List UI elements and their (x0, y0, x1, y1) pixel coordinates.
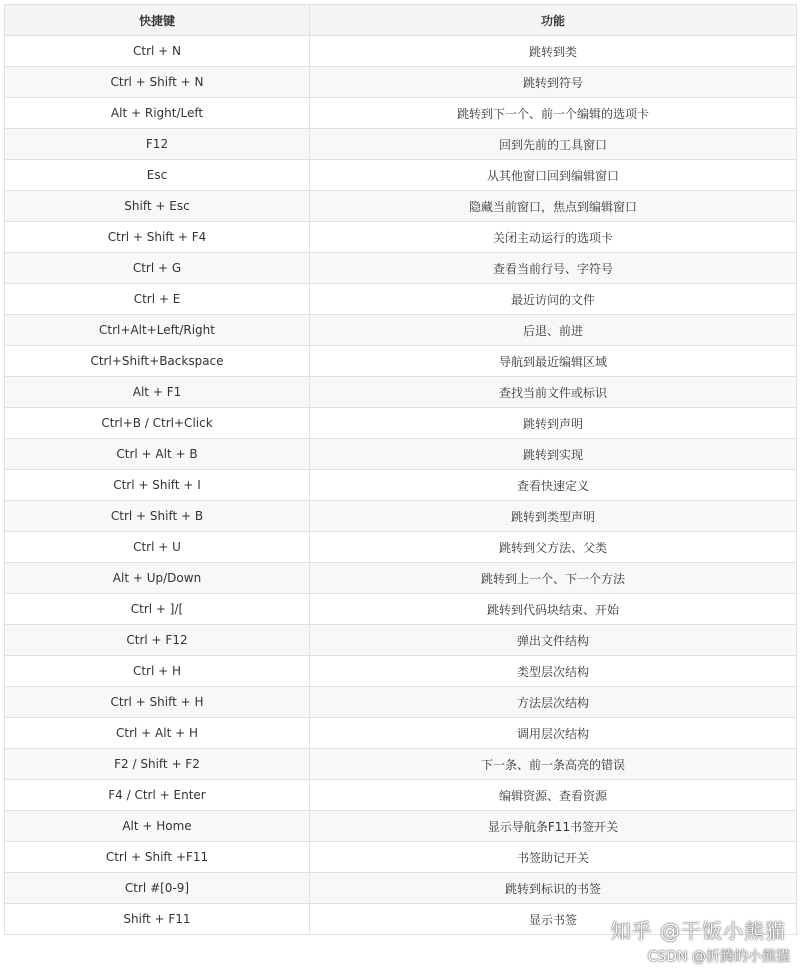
table-row (5, 36, 797, 67)
shortcut-cell: Ctrl + E (5, 284, 310, 315)
function-cell: 跳转到父方法、父类 (310, 532, 797, 563)
table-row (5, 284, 797, 315)
shortcut-cell: Ctrl + N (5, 36, 310, 67)
shortcut-cell: Alt + Home (5, 811, 310, 842)
header-shortcut: 快捷键 (5, 5, 310, 36)
shortcut-cell: Ctrl #[0-9] (5, 873, 310, 904)
function-cell: 关闭主动运行的选项卡 (310, 222, 797, 253)
shortcut-cell: Ctrl+Shift+Backspace (5, 346, 310, 377)
function-cell: 跳转到代码块结束、开始 (310, 594, 797, 625)
table-row (5, 470, 797, 501)
table-row (5, 749, 797, 780)
function-cell: 跳转到下一个、前一个编辑的选项卡 (310, 98, 797, 129)
function-cell: 查看当前行号、字符号 (310, 253, 797, 284)
function-cell: 查找当前文件或标识 (310, 377, 797, 408)
function-cell: 显示书签 (310, 904, 797, 935)
table-row (5, 160, 797, 191)
table-row (5, 439, 797, 470)
function-cell: 最近访问的文件 (310, 284, 797, 315)
function-cell: 书签助记开关 (310, 842, 797, 873)
shortcut-cell: Ctrl + ]/[ (5, 594, 310, 625)
function-cell: 从其他窗口回到编辑窗口 (310, 160, 797, 191)
table-row (5, 842, 797, 873)
shortcut-cell: Ctrl+Alt+Left/Right (5, 315, 310, 346)
shortcut-cell: Ctrl + G (5, 253, 310, 284)
shortcut-cell: Ctrl + F12 (5, 625, 310, 656)
shortcut-cell: Ctrl + Shift + H (5, 687, 310, 718)
function-cell: 类型层次结构 (310, 656, 797, 687)
shortcut-cell: Esc (5, 160, 310, 191)
shortcut-table (4, 4, 797, 935)
function-cell: 跳转到实现 (310, 439, 797, 470)
function-cell: 跳转到标识的书签 (310, 873, 797, 904)
function-cell: 下一条、前一条高亮的错误 (310, 749, 797, 780)
shortcut-cell: Ctrl + H (5, 656, 310, 687)
watermark-zhihu: 知乎 @干饭小熊猫 (610, 919, 786, 943)
shortcut-cell: Alt + F1 (5, 377, 310, 408)
function-cell: 跳转到声明 (310, 408, 797, 439)
shortcut-cell: F2 / Shift + F2 (5, 749, 310, 780)
table-row (5, 315, 797, 346)
function-cell: 后退、前进 (310, 315, 797, 346)
table-row (5, 811, 797, 842)
shortcut-cell: Shift + Esc (5, 191, 310, 222)
table-row (5, 191, 797, 222)
table-row (5, 625, 797, 656)
shortcut-table-container (4, 4, 796, 935)
function-cell: 弹出文件结构 (310, 625, 797, 656)
function-cell: 显示导航条F11书签开关 (310, 811, 797, 842)
shortcut-cell: Ctrl + Shift + F4 (5, 222, 310, 253)
table-row (5, 346, 797, 377)
function-cell: 回到先前的工具窗口 (310, 129, 797, 160)
function-cell: 导航到最近编辑区域 (310, 346, 797, 377)
shortcut-cell: F4 / Ctrl + Enter (5, 780, 310, 811)
table-row (5, 98, 797, 129)
shortcut-cell: Ctrl + U (5, 532, 310, 563)
function-cell: 跳转到类型声明 (310, 501, 797, 532)
function-cell: 调用层次结构 (310, 718, 797, 749)
table-row (5, 377, 797, 408)
function-cell: 隐藏当前窗口，焦点到编辑窗口 (310, 191, 797, 222)
table-row (5, 780, 797, 811)
shortcut-cell: Ctrl + Shift + I (5, 470, 310, 501)
shortcut-cell: Alt + Up/Down (5, 563, 310, 594)
shortcut-cell: Ctrl + Alt + B (5, 439, 310, 470)
table-body (5, 36, 797, 935)
table-row (5, 687, 797, 718)
shortcut-cell: Alt + Right/Left (5, 98, 310, 129)
shortcut-cell: Ctrl + Alt + H (5, 718, 310, 749)
watermark-csdn: CSDN @折腾的小熊猫 (647, 949, 790, 965)
table-row (5, 67, 797, 98)
table-row (5, 253, 797, 284)
function-cell: 跳转到类 (310, 36, 797, 67)
table-row (5, 408, 797, 439)
table-row (5, 129, 797, 160)
table-header-row (5, 5, 797, 36)
shortcut-cell: Shift + F11 (5, 904, 310, 935)
table-row (5, 532, 797, 563)
table-row (5, 873, 797, 904)
function-cell: 编辑资源、查看资源 (310, 780, 797, 811)
table-row (5, 718, 797, 749)
header-function: 功能 (310, 5, 797, 36)
function-cell: 跳转到上一个、下一个方法 (310, 563, 797, 594)
function-cell: 方法层次结构 (310, 687, 797, 718)
table-row (5, 563, 797, 594)
table-row (5, 594, 797, 625)
shortcut-cell: Ctrl + Shift + B (5, 501, 310, 532)
table-row (5, 501, 797, 532)
shortcut-cell: F12 (5, 129, 310, 160)
shortcut-cell: Ctrl + Shift +F11 (5, 842, 310, 873)
table-row (5, 656, 797, 687)
shortcut-cell: Ctrl+B / Ctrl+Click (5, 408, 310, 439)
shortcut-cell: Ctrl + Shift + N (5, 67, 310, 98)
table-row (5, 222, 797, 253)
function-cell: 查看快速定义 (310, 470, 797, 501)
function-cell: 跳转到符号 (310, 67, 797, 98)
